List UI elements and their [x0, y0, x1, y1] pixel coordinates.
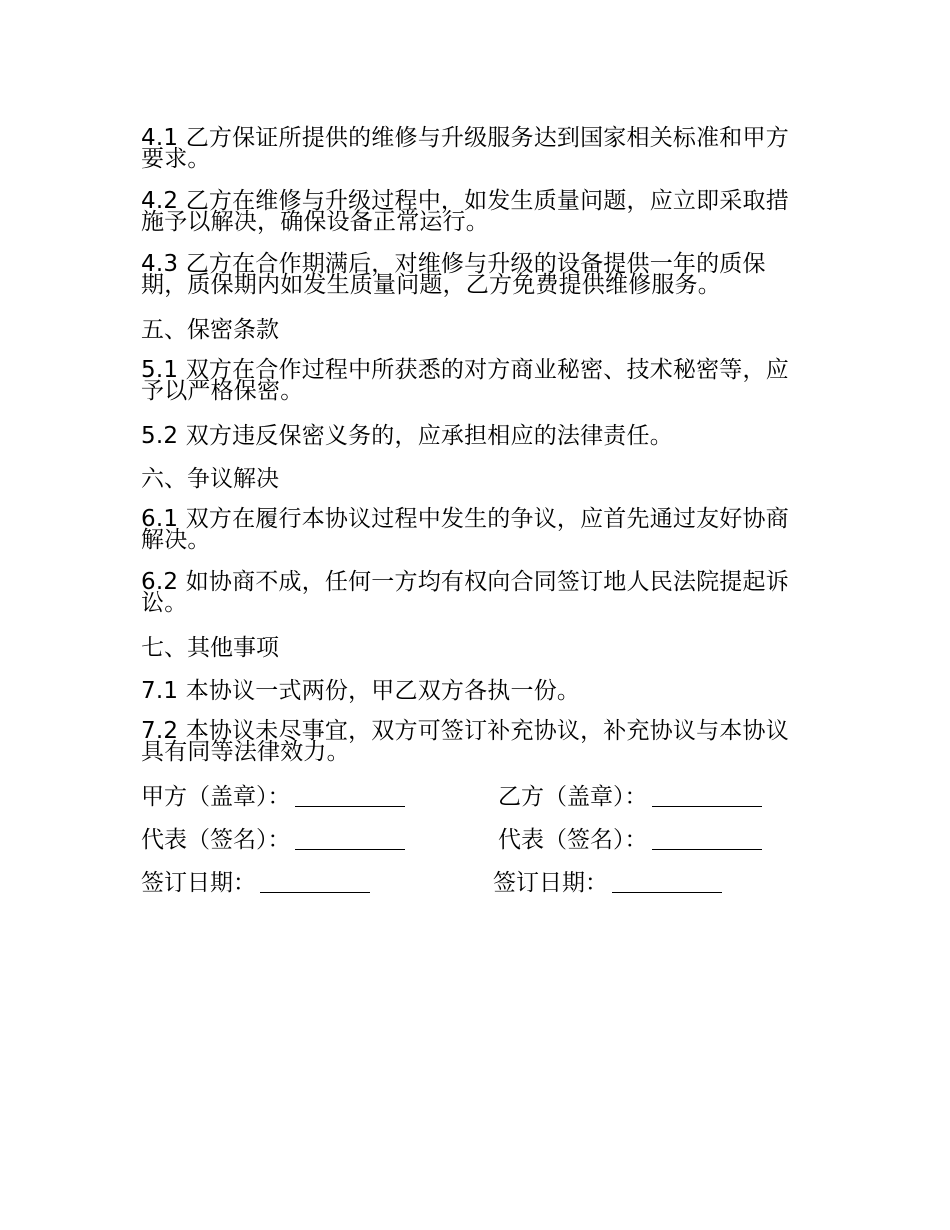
- party-a-rep-label: 代表（签名）：: [141, 827, 291, 853]
- clause-4-1: 4.1 乙方保证所提供的维修与升级服务达到国家相关标准和甲方要求。: [141, 125, 789, 172]
- clause-4-2: 4.2 乙方在维修与升级过程中，如发生质量问题，应立即采取措施予以解决，确保设备正常运行。: [141, 188, 789, 235]
- clause-6-1: 6.1 双方在履行本协议过程中发生的争议，应首先通过友好协商解决。: [141, 506, 789, 553]
- party-b-seal-label: 乙方（盖章）：: [498, 784, 648, 810]
- party-b-seal-blank: [652, 784, 762, 807]
- document-page: [141, 125, 806, 913]
- party-b-rep: [498, 827, 762, 853]
- party-a-date-blank: [260, 870, 370, 893]
- party-b-rep-blank: [652, 827, 762, 850]
- party-b-date-label: 签订日期：: [493, 870, 608, 896]
- party-a-rep-blank: [295, 827, 405, 850]
- section-6-heading: 六、争议解决: [141, 466, 279, 492]
- party-a-date-label: 签订日期：: [141, 870, 256, 896]
- party-a-rep: [141, 827, 405, 853]
- representative-row: [141, 827, 806, 870]
- clause-7-1: 7.1 本协议一式两份，甲乙双方各执一份。: [141, 678, 581, 704]
- party-a-date: [141, 870, 370, 896]
- section-7-heading: 七、其他事项: [141, 635, 279, 661]
- party-a-seal: [141, 784, 405, 810]
- seal-row: [141, 784, 806, 827]
- party-a-seal-blank: [295, 784, 405, 807]
- party-a-seal-label: 甲方（盖章）：: [141, 784, 291, 810]
- party-b-date: [493, 870, 722, 896]
- party-b-rep-label: 代表（签名）：: [498, 827, 648, 853]
- clause-6-2: 6.2 如协商不成，任何一方均有权向合同签订地人民法院提起诉讼。: [141, 569, 789, 616]
- clause-5-2: 5.2 双方违反保密义务的，应承担相应的法律责任。: [141, 423, 673, 449]
- clause-7-2: 7.2 本协议未尽事宜，双方可签订补充协议，补充协议与本协议具有同等法律效力。: [141, 718, 789, 765]
- clause-4-3: 4.3 乙方在合作期满后，对维修与升级的设备提供一年的质保期，质保期内如发生质量问题，乙方免费提供维修服务。: [141, 251, 766, 298]
- section-5-heading: 五、保密条款: [141, 317, 279, 343]
- clause-5-1: 5.1 双方在合作过程中所获悉的对方商业秘密、技术秘密等，应予以严格保密。: [141, 357, 789, 404]
- party-b-date-blank: [612, 870, 722, 893]
- party-b-seal: [498, 784, 762, 810]
- date-row: [141, 870, 806, 913]
